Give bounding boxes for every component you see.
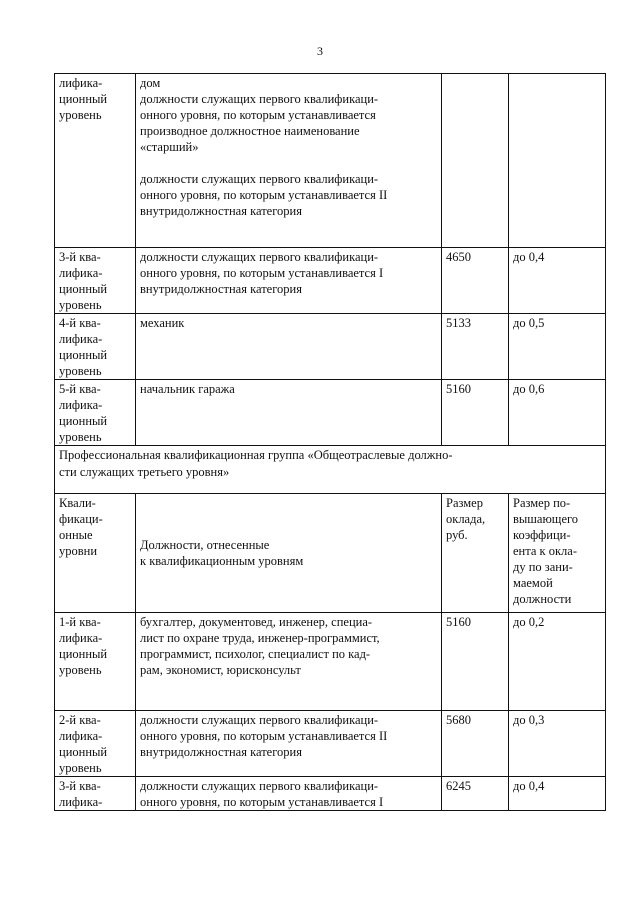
salary-cell: 5680 bbox=[442, 711, 509, 777]
table-row bbox=[55, 74, 606, 248]
level-cell: 2-й ква- лифика- ционный уровень bbox=[55, 711, 136, 777]
table-row bbox=[55, 613, 606, 711]
level-cell: 3-й ква- лификa- ционный уровень bbox=[55, 248, 136, 314]
coefficient-cell: до 0,4 bbox=[509, 777, 606, 811]
column-header-row bbox=[55, 494, 606, 613]
level-cell: 1-й ква- лифика- ционный уровень bbox=[55, 613, 136, 711]
positions-cell: начальник гаража bbox=[136, 380, 442, 446]
page-number: 3 bbox=[317, 44, 323, 58]
level-cell: лифика- ционный уровень bbox=[55, 74, 136, 248]
header-coefficient: Размер по- вышающего коэффици- ента к окла- ду по зани- маемой должности bbox=[509, 494, 606, 613]
header-salary: Размер оклада, руб. bbox=[442, 494, 509, 613]
table-row bbox=[55, 314, 606, 380]
salary-cell: 5133 bbox=[442, 314, 509, 380]
level-cell: 3-й ква- лифика- bbox=[55, 777, 136, 811]
positions-cell: должности служащих первого квалификаци- онного уровня, по которым устанавливается I внутридолжностная категория bbox=[136, 248, 442, 314]
positions-cell: должности служащих первого квалификаци- онного уровня, по которым устанавливается II внутридолжностная категория bbox=[136, 711, 442, 777]
positions-cell: бухгалтер, документовед, инженер, специа- лист по охране труда, инженер-программист, программист, психолог, специалист по кад- рам, экономист, юрисконсульт bbox=[136, 613, 442, 711]
table-row bbox=[55, 380, 606, 446]
table-row bbox=[55, 248, 606, 314]
salary-cell: 6245 bbox=[442, 777, 509, 811]
coefficient-cell bbox=[509, 74, 606, 248]
salary-cell: 5160 bbox=[442, 380, 509, 446]
salary-cell: 5160 bbox=[442, 613, 509, 711]
salary-cell bbox=[442, 74, 509, 248]
level-cell: 4-й ква- лифика- ционный уровень bbox=[55, 314, 136, 380]
table-row bbox=[55, 777, 606, 811]
positions-cell: механик bbox=[136, 314, 442, 380]
group-title: Профессиональная квалификационная группа «Общеотраслевые должно- сти служащих третьего уровня» bbox=[55, 446, 606, 494]
header-positions: Должности, отнесенные к квалификационным уровням bbox=[136, 494, 442, 613]
coefficient-cell: до 0,4 bbox=[509, 248, 606, 314]
table-row bbox=[55, 711, 606, 777]
header-level: Квали- фикаци- онные уровни bbox=[55, 494, 136, 613]
coefficient-cell: до 0,2 bbox=[509, 613, 606, 711]
positions-cell: должности служащих первого квалификаци- онного уровня, по которым устанавливается I bbox=[136, 777, 442, 811]
group-header-row bbox=[55, 446, 606, 494]
level-cell: 5-й ква- лифика- ционный уровень bbox=[55, 380, 136, 446]
qualification-table bbox=[54, 73, 606, 811]
coefficient-cell: до 0,3 bbox=[509, 711, 606, 777]
positions-cell: дом должности служащих первого квалификаци- онного уровня, по которым устанавливается производное должностное наименование «старший» должности служащих первого квалификаци- онного уровня, по которым устанавливается II внутридолжностная категория bbox=[136, 74, 442, 248]
coefficient-cell: до 0,5 bbox=[509, 314, 606, 380]
salary-cell: 4650 bbox=[442, 248, 509, 314]
coefficient-cell: до 0,6 bbox=[509, 380, 606, 446]
